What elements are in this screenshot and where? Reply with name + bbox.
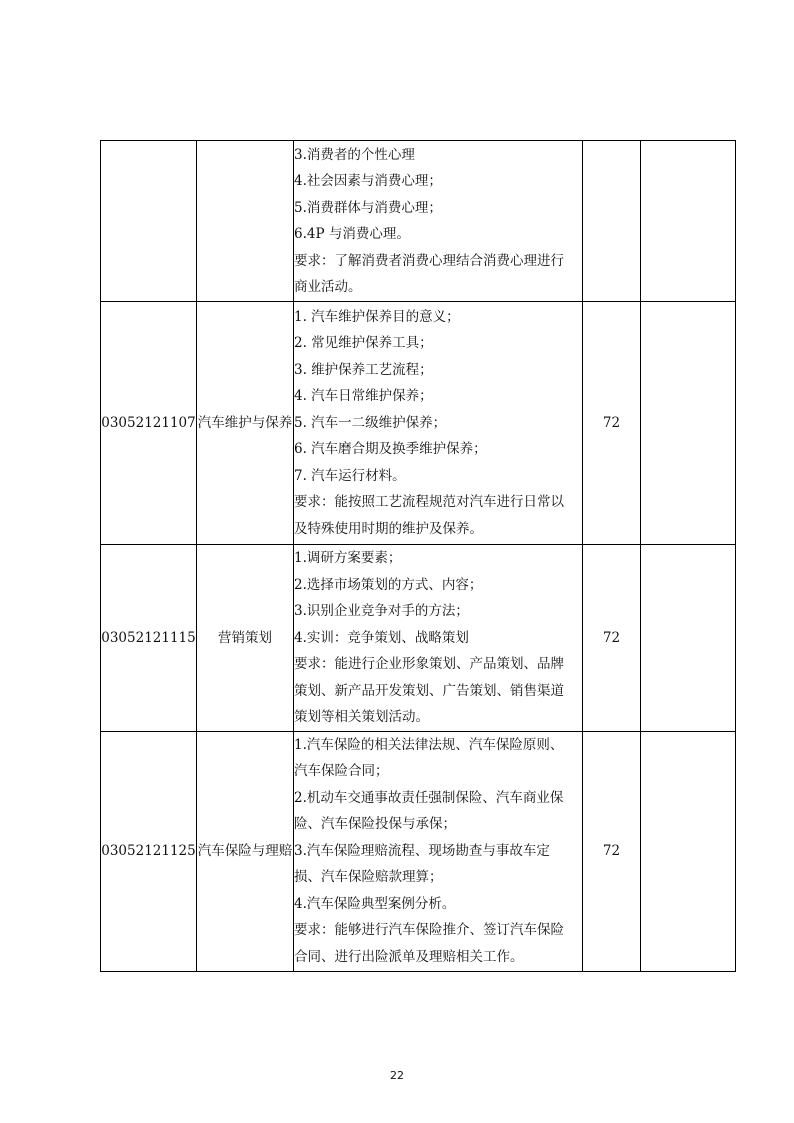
course-note-cell <box>641 302 736 545</box>
content-line: 4.社会因素与消费心理； <box>294 173 442 189</box>
course-code-cell <box>101 141 197 302</box>
course-hours-cell: 72 <box>583 731 641 971</box>
course-table <box>100 140 736 972</box>
course-code-cell: 03052121115 <box>101 545 197 732</box>
course-content-cell <box>294 545 583 732</box>
content-line: 策划、新产品开发策划、广告策划、销售渠道 <box>294 682 564 699</box>
course-hours-cell: 72 <box>583 545 641 732</box>
course-code-cell: 03052121107 <box>101 302 197 545</box>
course-note-cell <box>641 731 736 971</box>
course-hours-cell <box>583 141 641 302</box>
content-line: 要求：能进行企业形象策划、产品策划、品牌 <box>294 656 564 672</box>
content-line: 3.识别企业竞争对手的方法； <box>294 603 469 619</box>
content-line: 5.消费群体与消费心理； <box>294 199 442 216</box>
content-line: 6.4P 与消费心理。 <box>294 226 410 242</box>
content-line: 及特殊使用时期的维护及保养。 <box>294 520 483 537</box>
content-line: 商业活动。 <box>294 279 362 295</box>
content-line: 2.机动车交通事故责任强制保险、汽车商业保 <box>294 789 564 806</box>
content-line: 1.调研方案要素； <box>294 550 402 566</box>
course-content-cell <box>294 141 583 302</box>
course-note-cell <box>641 545 736 732</box>
content-line: 3. 维护保养工艺流程； <box>294 361 433 378</box>
content-line: 6. 汽车磨合期及换季维护保养； <box>294 441 487 458</box>
content-line: 合同、进行出险派单及理赔相关工作。 <box>294 948 524 965</box>
table-row <box>101 302 736 545</box>
table-row <box>101 141 736 302</box>
content-line: 汽车保险合同； <box>294 763 389 780</box>
table-row <box>101 731 736 971</box>
page-number: 22 <box>390 1069 404 1082</box>
course-code-cell: 03052121125 <box>101 731 197 971</box>
content-line: 3.消费者的个性心理 <box>294 146 415 163</box>
content-line: 3.汽车保险理赔流程、现场勘查与事故车定 <box>294 842 550 859</box>
course-content-cell <box>294 731 583 971</box>
content-line: 7. 汽车运行材料。 <box>294 467 406 484</box>
content-line: 4.实训：竞争策划、战略策划 <box>294 629 469 646</box>
content-line: 要求：了解消费者消费心理结合消费心理进行 <box>294 252 564 269</box>
content-line: 策划等相关策划活动。 <box>294 709 429 725</box>
course-name-cell <box>197 141 294 302</box>
table-row <box>101 545 736 732</box>
content-line: 要求：能够进行汽车保险推介、签订汽车保险 <box>294 922 564 939</box>
content-line: 2.选择市场策划的方式、内容； <box>294 576 483 593</box>
course-name-cell: 汽车保险与理赔 <box>197 731 294 971</box>
course-hours-cell: 72 <box>583 302 641 545</box>
content-line: 要求：能按照工艺流程规范对汽车进行日常以 <box>294 494 564 511</box>
content-line: 5. 汽车一二级维护保养； <box>294 414 447 431</box>
content-line: 4.汽车保险典型案例分析。 <box>294 895 456 912</box>
content-line: 1. 汽车维护保养目的意义； <box>294 308 460 325</box>
course-table-body <box>101 141 736 972</box>
course-content-cell <box>294 302 583 545</box>
content-line: 4. 汽车日常维护保养； <box>294 388 433 405</box>
content-line: 险、汽车保险投保与承保； <box>294 816 456 833</box>
content-line: 损、汽车保险赔款理算； <box>294 869 443 886</box>
course-note-cell <box>641 141 736 302</box>
content-line: 2. 常见维护保养工具； <box>294 335 433 352</box>
course-name-cell: 汽车维护与保养 <box>197 302 294 545</box>
course-name-cell: 营销策划 <box>197 545 294 732</box>
content-line: 1.汽车保险的相关法律法规、汽车保险原则、 <box>294 736 564 753</box>
